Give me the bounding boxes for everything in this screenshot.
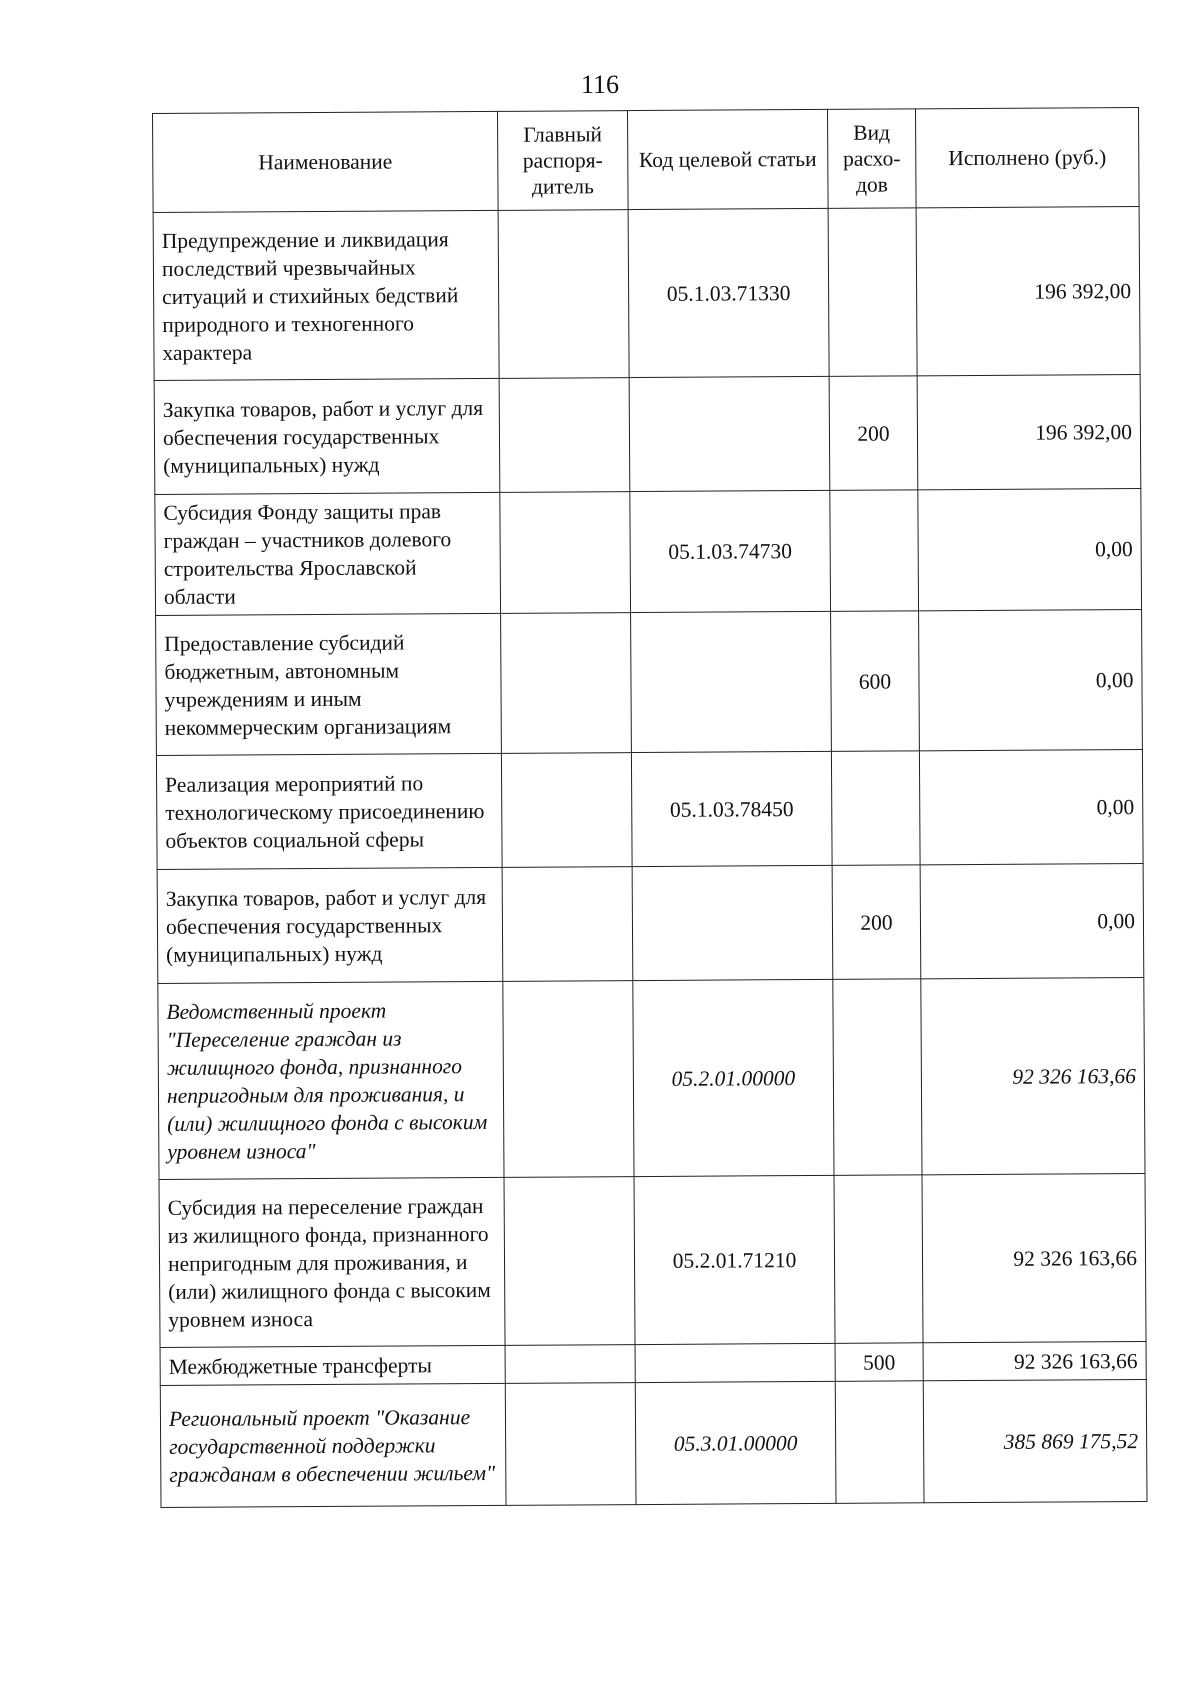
row-expense-type: 200 (832, 865, 921, 980)
row-target-code: 05.1.03.71330 (628, 208, 829, 377)
header-main-manager: Главный распоря-дитель (497, 111, 628, 211)
row-expense-type (830, 490, 919, 612)
table-row (158, 977, 1145, 1179)
row-target-code: 05.3.01.00000 (635, 1381, 836, 1504)
row-main-manager (499, 378, 630, 493)
header-executed: Исполнено (руб.) (915, 107, 1139, 207)
row-executed: 0,00 (919, 749, 1143, 864)
row-target-code (632, 865, 833, 980)
row-main-manager (503, 981, 634, 1178)
row-main-manager (504, 1177, 635, 1346)
row-expense-type (833, 979, 922, 1176)
table-row (160, 1341, 1146, 1385)
table-row (154, 374, 1141, 494)
header-name: Наименование (153, 111, 499, 212)
table-row (155, 488, 1142, 615)
row-main-manager (505, 1345, 635, 1384)
row-name: Субсидия на переселение граждан из жилищного фонда, признанного непригодным для проживания, и (или) жилищного фонда с высоким уровнем износа (159, 1177, 505, 1347)
row-executed: 92 326 163,66 (922, 1173, 1146, 1342)
row-executed: 92 326 163,66 (921, 977, 1145, 1174)
row-executed: 92 326 163,66 (923, 1341, 1146, 1380)
row-expense-type: 600 (831, 611, 920, 752)
row-executed: 385 869 175,52 (923, 1379, 1147, 1502)
row-expense-type (834, 1175, 923, 1344)
row-expense-type (828, 208, 917, 377)
table-row (156, 749, 1143, 869)
table-row (160, 1379, 1147, 1507)
budget-table (152, 107, 1148, 1508)
row-main-manager (505, 1383, 636, 1506)
table-row (157, 863, 1144, 983)
row-target-code: 05.1.03.74730 (630, 490, 831, 612)
row-executed: 0,00 (920, 863, 1144, 978)
row-expense-type: 200 (829, 376, 918, 491)
row-name: Закупка товаров, работ и услуг для обеспечения государственных (муниципальных) нужд (154, 378, 500, 494)
header-expense-type: Вид расхо-дов (827, 109, 916, 209)
header-target-code: Код целевой статьи (627, 109, 828, 209)
row-expense-type (831, 751, 920, 866)
row-name: Закупка товаров, работ и услуг для обеспечения государственных (муниципальных) нужд (157, 867, 503, 983)
row-target-code (629, 376, 830, 491)
row-name: Межбюджетные трансферты (160, 1345, 505, 1385)
row-executed: 196 392,00 (917, 374, 1141, 489)
table-row (159, 1173, 1146, 1347)
table-row (153, 206, 1140, 380)
row-target-code: 05.1.03.78450 (631, 751, 832, 866)
table-row (156, 609, 1143, 755)
page-number: 116 (580, 70, 620, 99)
row-main-manager (501, 753, 632, 868)
row-name: Ведомственный проект "Переселение граждан из жилищного фонда, признанного непригодным для проживания, и (или) жилищного фонда с высоким уровнем износа" (158, 981, 504, 1179)
row-target-code (631, 611, 832, 752)
row-name: Реализация мероприятий по технологическому присоединению объектов социальной сферы (156, 753, 502, 869)
row-executed: 0,00 (919, 609, 1143, 750)
row-name: Предоставление субсидий бюджетным, автономным учреждениям и иным некоммерческим организациям (156, 613, 502, 755)
row-main-manager (500, 492, 631, 614)
row-target-code: 05.2.01.00000 (633, 979, 834, 1176)
row-target-code (635, 1343, 835, 1382)
row-expense-type (835, 1381, 924, 1504)
row-main-manager (498, 210, 629, 379)
row-main-manager (501, 613, 632, 754)
row-expense-type: 500 (835, 1343, 923, 1382)
row-name: Субсидия Фонду защиты прав граждан – участников долевого строительства Ярославской области (155, 492, 501, 615)
row-executed: 196 392,00 (916, 206, 1140, 375)
table-header-row (153, 107, 1140, 212)
row-executed: 0,00 (918, 488, 1142, 610)
row-name: Региональный проект "Оказание государственной поддержки гражданам в обеспечении жильем" (160, 1383, 506, 1507)
row-main-manager (502, 867, 633, 982)
row-target-code: 05.2.01.71210 (634, 1175, 835, 1344)
row-name: Предупреждение и ликвидация последствий чрезвычайных ситуаций и стихийных бедствий природного и техногенного характера (153, 210, 499, 380)
